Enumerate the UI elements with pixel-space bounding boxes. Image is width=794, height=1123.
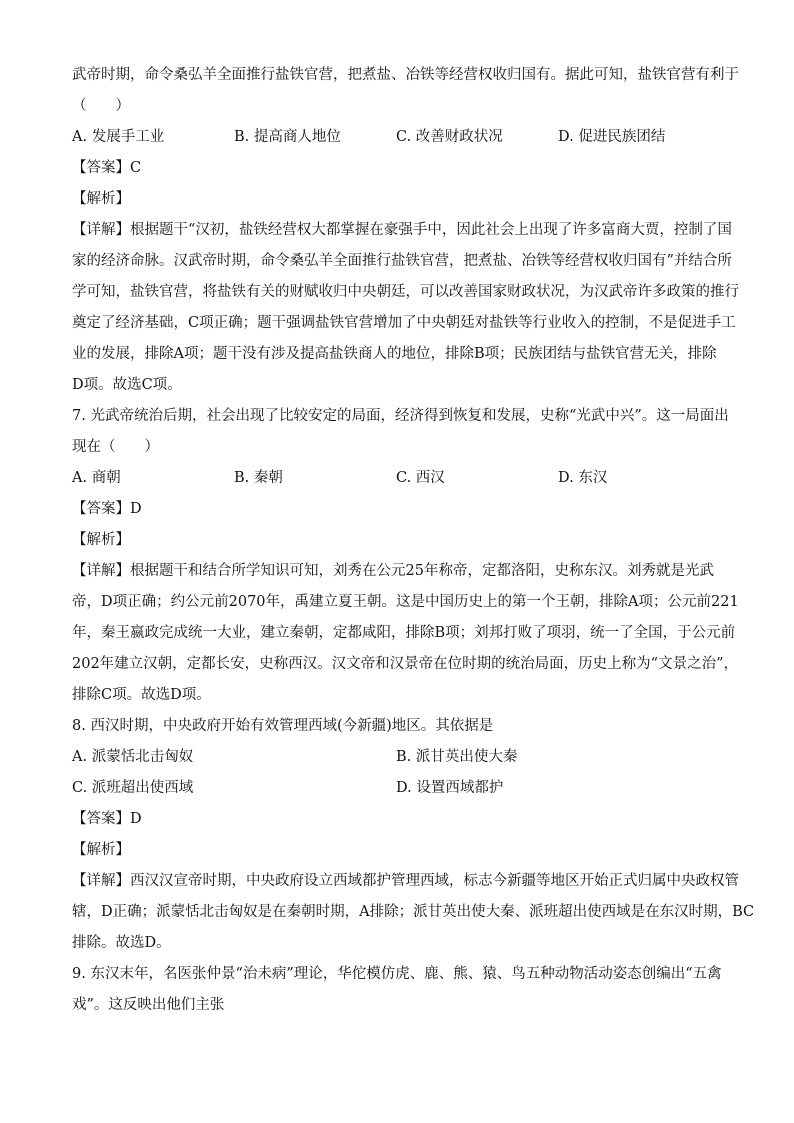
q6-detail-line-5: 业的发展，排除A项；题干没有涉及提高盐铁商人的地位，排除B项；民族团结与盐铁官营无关，排除 <box>72 346 717 362</box>
q8-option-b: B. 派甘英出使大秦 <box>396 749 518 765</box>
q8-option-d: D. 设置西域都护 <box>396 780 504 796</box>
q7-stem-line-1: 7. 光武帝统治后期，社会出现了比较安定的局面，经济得到恢复和发展，史称“光武中兴”。这一局面出 <box>72 408 729 424</box>
q8-answer: 【答案】D <box>72 811 142 827</box>
q7-stem-line-2: 现在（ ） <box>72 439 159 455</box>
q8-option-c: C. 派班超出使西域 <box>72 780 194 796</box>
q7-detail-line-2: 帝，D项正确；约公元前2070年，禹建立夏王朝。这是中国历史上的第一个王朝，排除A项；公元前221 <box>72 594 739 610</box>
q8-analysis-label: 【解析】 <box>72 842 130 858</box>
q9-stem-line-1: 9. 东汉末年，名医张仲景“治未病”理论，华佗模仿虎、鹿、熊、猿、鸟五种动物活动姿态创编出“五禽 <box>72 966 722 982</box>
q8-options-row-1 <box>72 742 722 773</box>
q7-option-a: A. 商朝 <box>72 470 121 486</box>
q7-analysis-label: 【解析】 <box>72 532 130 548</box>
q7-detail-line-3: 年，秦王嬴政完成统一大业，建立秦朝，定都咸阳，排除B项；刘邦打败了项羽，统一了全国，于公元前 <box>72 625 736 641</box>
q7-options <box>72 463 722 494</box>
q6-stem-line-1: 武帝时期，命令桑弘羊全面推行盐铁官营，把煮盐、冶铁等经营权收归国有。据此可知，盐铁官营有利于 <box>72 67 739 83</box>
q6-detail-line-6: D项。故选C项。 <box>72 377 182 393</box>
q8-options-row-2 <box>72 773 722 804</box>
q8-detail-line-3: 排除。故选D。 <box>72 935 171 951</box>
q6-option-c: C. 改善财政状况 <box>396 129 503 145</box>
q6-option-d: D. 促进民族团结 <box>558 129 666 145</box>
q7-option-c: C. 西汉 <box>396 470 445 486</box>
q9-stem-line-2: 戏”。这反映出他们主张 <box>72 997 225 1013</box>
q6-detail-line-4: 奠定了经济基础，C项正确；题干强调盐铁官营增加了中央朝廷对盐铁等行业收入的控制，不是促进手工 <box>72 315 736 331</box>
q6-options <box>72 122 722 153</box>
q8-stem-line-1: 8. 西汉时期，中央政府开始有效管理西域(今新疆)地区。其依据是 <box>72 718 494 734</box>
q6-option-b: B. 提高商人地位 <box>234 129 341 145</box>
q6-detail-line-3: 学可知，盐铁官营，将盐铁有关的财赋收归中央朝廷，可以改善国家财政状况，为汉武帝许多政策的推行 <box>72 284 739 300</box>
q7-answer: 【答案】D <box>72 501 142 517</box>
q8-option-a: A. 派蒙恬北击匈奴 <box>72 749 194 765</box>
q7-detail-line-4: 202年建立汉朝，定都长安，史称西汉。汉文帝和汉景帝在位时期的统治局面，历史上称为“文景之治”， <box>72 656 738 672</box>
q8-detail-line-1: 【详解】西汉汉宣帝时期，中央政府设立西域都护管理西域，标志今新疆等地区开始正式归属中央政权管 <box>72 873 739 889</box>
q8-detail-line-2: 辖，D正确；派蒙恬北击匈奴是在秦朝时期，A排除；派甘英出使大秦、派班超出使西域是在东汉时期，BC <box>72 904 755 920</box>
q6-detail-line-1: 【详解】根据题干“汉初，盐铁经营权大都掌握在豪强手中，因此社会上出现了许多富商大贾，控制了国 <box>72 222 732 238</box>
q6-answer: 【答案】C <box>72 160 142 176</box>
q6-detail-line-2: 家的经济命脉。汉武帝时期，命令桑弘羊全面推行盐铁官营，把煮盐、冶铁等经营权收归国有”并结合所 <box>72 253 732 269</box>
q6-option-a: A. 发展手工业 <box>72 129 165 145</box>
q6-analysis-label: 【解析】 <box>72 191 130 207</box>
q7-detail-line-1: 【详解】根据题干和结合所学知识可知，刘秀在公元25年称帝，定都洛阳，史称东汉。刘秀就是光武 <box>72 563 714 579</box>
q7-option-b: B. 秦朝 <box>234 470 283 486</box>
q7-detail-line-5: 排除C项。故选D项。 <box>72 687 211 703</box>
document-page <box>72 60 755 1021</box>
q7-option-d: D. 东汉 <box>558 470 608 486</box>
q6-stem-line-2: （ ） <box>72 98 130 114</box>
